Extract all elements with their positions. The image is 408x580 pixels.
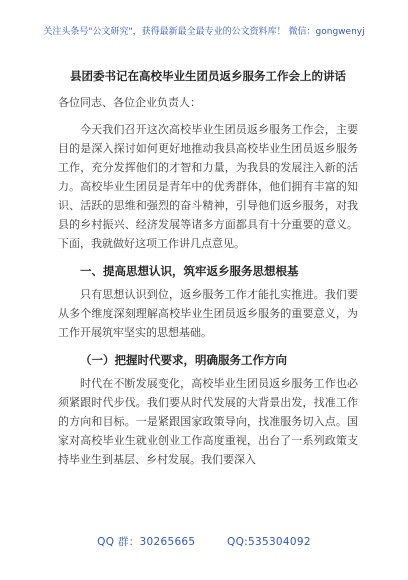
footer-qq-group: QQ 群：30265665	[97, 536, 196, 548]
intro-paragraph: 今天我们召开这次高校毕业生团员返乡服务工作会，主要目的是深入探讨如何更好地推动我县高校毕业生团员返乡服务工作，充分发挥他们的才智和力量，为我县的发展注入新的活力。高校毕业生团员是青年中的优秀群体，他们拥有丰富的知识、活跃的思维和强烈的奋斗精神，引导他们返乡服务，对我县的乡村振兴、经济发展等诸多方面都具有十分重要的意义。下面，我就做好这项工作讲几点意见。	[58, 123, 358, 250]
section-heading-1: 一、提高思想认识，筑牢返乡服务思想根基	[80, 264, 299, 278]
banner-text: 关注头条号"公文研究"，获得最新最全最专业的公文资料库！ 微信：gongwenyj	[43, 27, 365, 37]
subsection-heading-1: （一）把握时代要求，明确服务工作方向	[80, 353, 287, 367]
subsection-1-paragraph: 时代在不断发展变化，高校毕业生团员返乡服务工作也必须紧跟时代步伐。我们要从时代发展的大背景出发，找准工作的方向和目标。一是紧跟国家政策导向，找准服务切入点。国家对高校毕业生就业创业工作高度重视，出台了一系列政策支持毕业生到基层、乡村发展。我们要深入	[58, 377, 358, 466]
section-1-paragraph: 只有思想认识到位，返乡服务工作才能扎实推进。我们要从多个维度深刻理解高校毕业生团员返乡服务的重要意义，为工作开展筑牢坚实的思想基础。	[58, 288, 358, 339]
salutation: 各位同志、各位企业负责人：	[58, 96, 201, 109]
footer-qq: QQ:535304092	[227, 536, 311, 548]
document-title: 县团委书记在高校毕业生团员返乡服务工作会上的讲话	[70, 69, 346, 83]
document-page	[58, 62, 358, 469]
header-banner	[0, 0, 408, 70]
footer-contact	[0, 534, 408, 549]
